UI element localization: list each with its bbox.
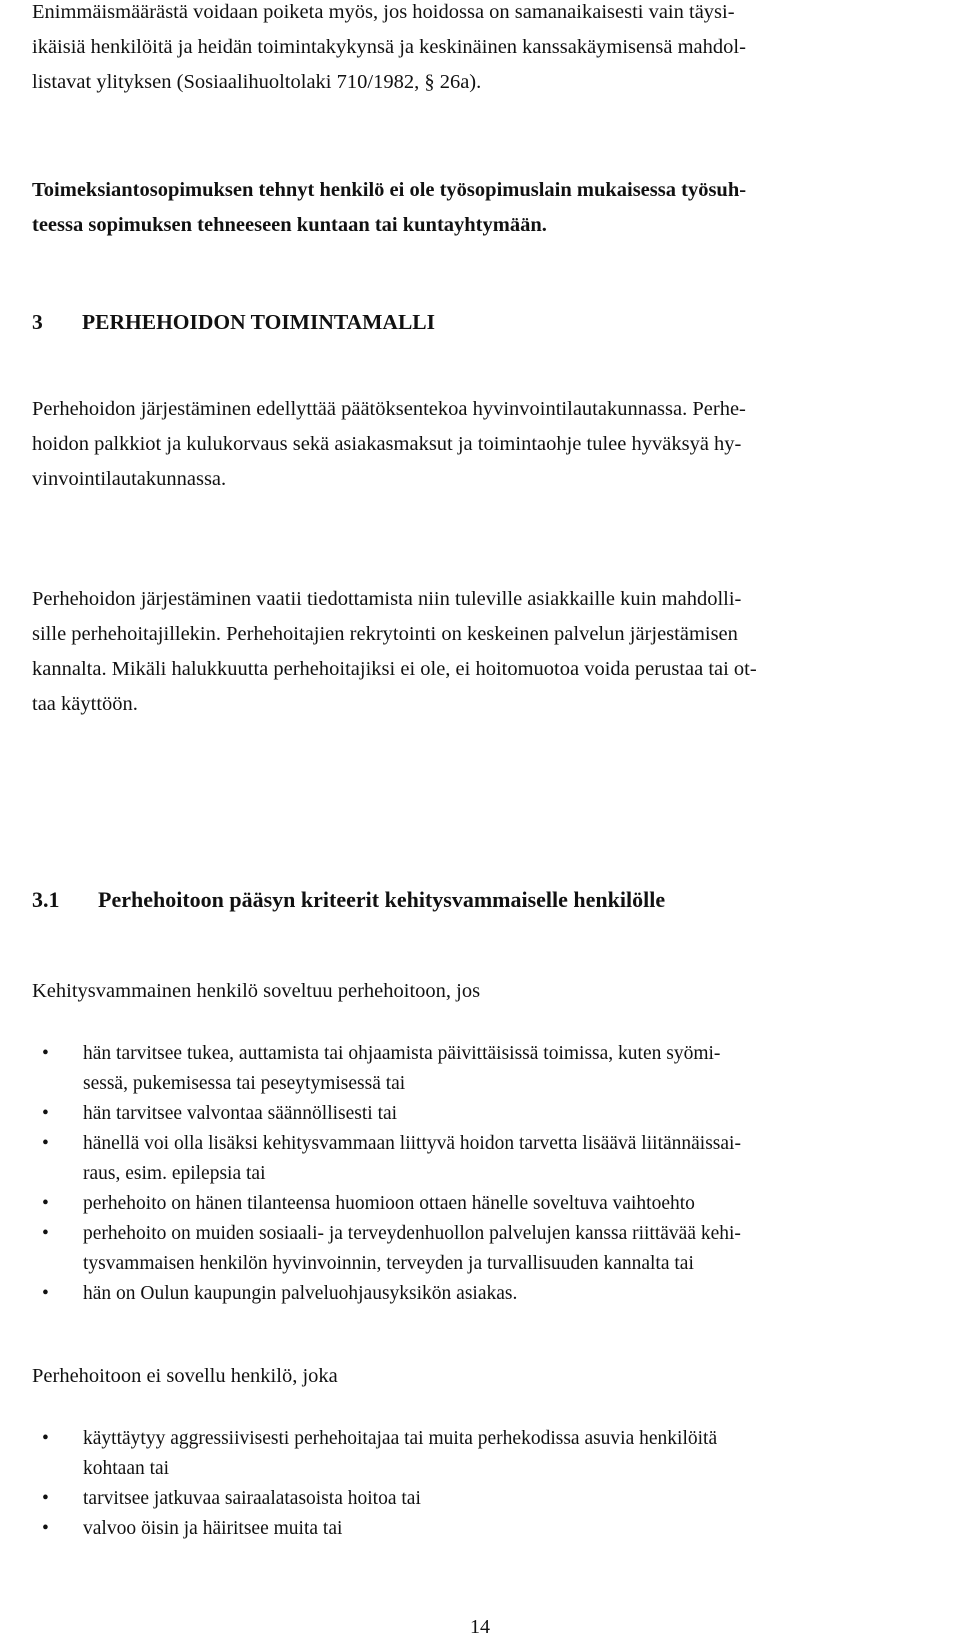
text-line: hän tarvitsee tukea, auttamista tai ohjaamista päivittäisissä toimissa, kuten syömi-: [83, 1043, 721, 1064]
list-item: [32, 1129, 932, 1189]
list-item: [32, 1219, 932, 1279]
text-line: teessa sopimuksen tehneeseen kuntaan tai kuntayhtymään.: [32, 214, 547, 236]
bullet-icon: •: [42, 1193, 49, 1214]
section-heading-3: [32, 307, 435, 337]
bullet-icon: •: [42, 1518, 49, 1539]
list-item: [32, 1424, 932, 1484]
bullet-icon: •: [42, 1043, 49, 1064]
text-line: hän tarvitsee valvontaa säännöllisesti tai: [83, 1103, 398, 1124]
text-line: sille perhehoitajillekin. Perhehoitajien rekrytointi on keskeinen palvelun järjestämisen: [32, 623, 738, 645]
text-line: kohtaan tai: [83, 1458, 170, 1479]
text-line: Perhehoidon järjestäminen edellyttää päätöksentekoa hyvinvointilautakunnassa. Perhe-: [32, 398, 746, 420]
text-line: hänellä voi olla lisäksi kehitysvammaan liittyvä hoidon tarvetta lisäävä liitännäissai-: [83, 1133, 741, 1154]
bullet-icon: •: [42, 1223, 49, 1244]
text-line: perhehoito on muiden sosiaali- ja terveydenhuollon palvelujen kanssa riittävää kehi-: [83, 1223, 741, 1244]
paragraph-intro-ei-sovellu: [32, 1359, 912, 1394]
list-item: [32, 1039, 932, 1099]
text-line: taa käyttöön.: [32, 693, 138, 715]
text-line: käyttäytyy aggressiivisesti perhehoitajaa tai muita perhekodissa asuvia henkilöitä: [83, 1428, 718, 1449]
paragraph-toimeksiantosopimus: [32, 173, 912, 243]
section-title: PERHEHOIDON TOIMINTAMALLI: [82, 310, 436, 334]
text-line: hän on Oulun kaupungin palveluohjausyksikön asiakas.: [83, 1283, 518, 1304]
bullet-icon: •: [42, 1133, 49, 1154]
text-line: tarvitsee jatkuvaa sairaalatasoista hoitoa tai: [83, 1488, 421, 1509]
text-line: kannalta. Mikäli halukkuutta perhehoitajiksi ei ole, ei hoitomuotoa voida perustaa tai ot-: [32, 658, 757, 680]
bullet-list-exclusions: [32, 1424, 932, 1544]
text-line: tysvammaisen henkilön hyvinvoinnin, terveyden ja turvallisuuden kannalta tai: [83, 1253, 694, 1274]
text-line: Perhehoidon järjestäminen vaatii tiedottamista niin tuleville asiakkaille kuin mahdolli-: [32, 588, 742, 610]
bullet-icon: •: [42, 1283, 49, 1304]
text-line: listavat ylityksen (Sosiaalihuoltolaki 710/1982, § 26a).: [32, 71, 482, 93]
list-item: [32, 1484, 932, 1514]
paragraph-intro-soveltuu: [32, 974, 912, 1009]
text-line: raus, esim. epilepsia tai: [83, 1163, 266, 1184]
text-line: Kehitysvammainen henkilö soveltuu perhehoitoon, jos: [32, 980, 481, 1002]
text-line: perhehoito on hänen tilanteensa huomioon ottaen hänelle soveltuva vaihtoehto: [83, 1193, 695, 1214]
text-line: Toimeksiantosopimuksen tehnyt henkilö ei ole työsopimuslain mukaisessa työsuh-: [32, 179, 747, 201]
paragraph-tiedottaminen: [32, 582, 912, 722]
page-number: 14: [470, 1616, 490, 1638]
text-line: Enimmäismäärästä voidaan poiketa myös, jos hoidossa on samanaikaisesti vain täysi-: [32, 1, 735, 23]
text-line: sessä, pukemisessa tai peseytymisessä tai: [83, 1073, 406, 1094]
bullet-icon: •: [42, 1103, 49, 1124]
list-item: [32, 1189, 932, 1219]
text-line: hoidon palkkiot ja kulukorvaus sekä asiakasmaksut ja toimintaohje tulee hyväksyä hy-: [32, 433, 742, 455]
text-line: vinvointilautakunnassa.: [32, 468, 227, 490]
section-number: 3: [32, 310, 43, 334]
text-line: valvoo öisin ja häiritsee muita tai: [83, 1518, 343, 1539]
list-item: [32, 1279, 932, 1309]
bullet-list-criteria: [32, 1039, 932, 1309]
section-title: Perhehoitoon pääsyn kriteerit kehitysvammaiselle henkilölle: [98, 887, 666, 912]
section-number: 3.1: [32, 887, 60, 912]
paragraph-perhehoidon-jarjestaminen: [32, 392, 912, 497]
list-item: [32, 1514, 932, 1544]
subsection-heading-3-1: [32, 885, 665, 915]
bullet-icon: •: [42, 1428, 49, 1449]
bullet-icon: •: [42, 1488, 49, 1509]
paragraph-enimmaismaara: [32, 0, 912, 100]
text-line: Perhehoitoon ei sovellu henkilö, joka: [32, 1365, 338, 1387]
text-line: ikäisiä henkilöitä ja heidän toimintakykynsä ja keskinäinen kanssakäymisensä mahdol-: [32, 36, 746, 58]
list-item: [32, 1099, 932, 1129]
